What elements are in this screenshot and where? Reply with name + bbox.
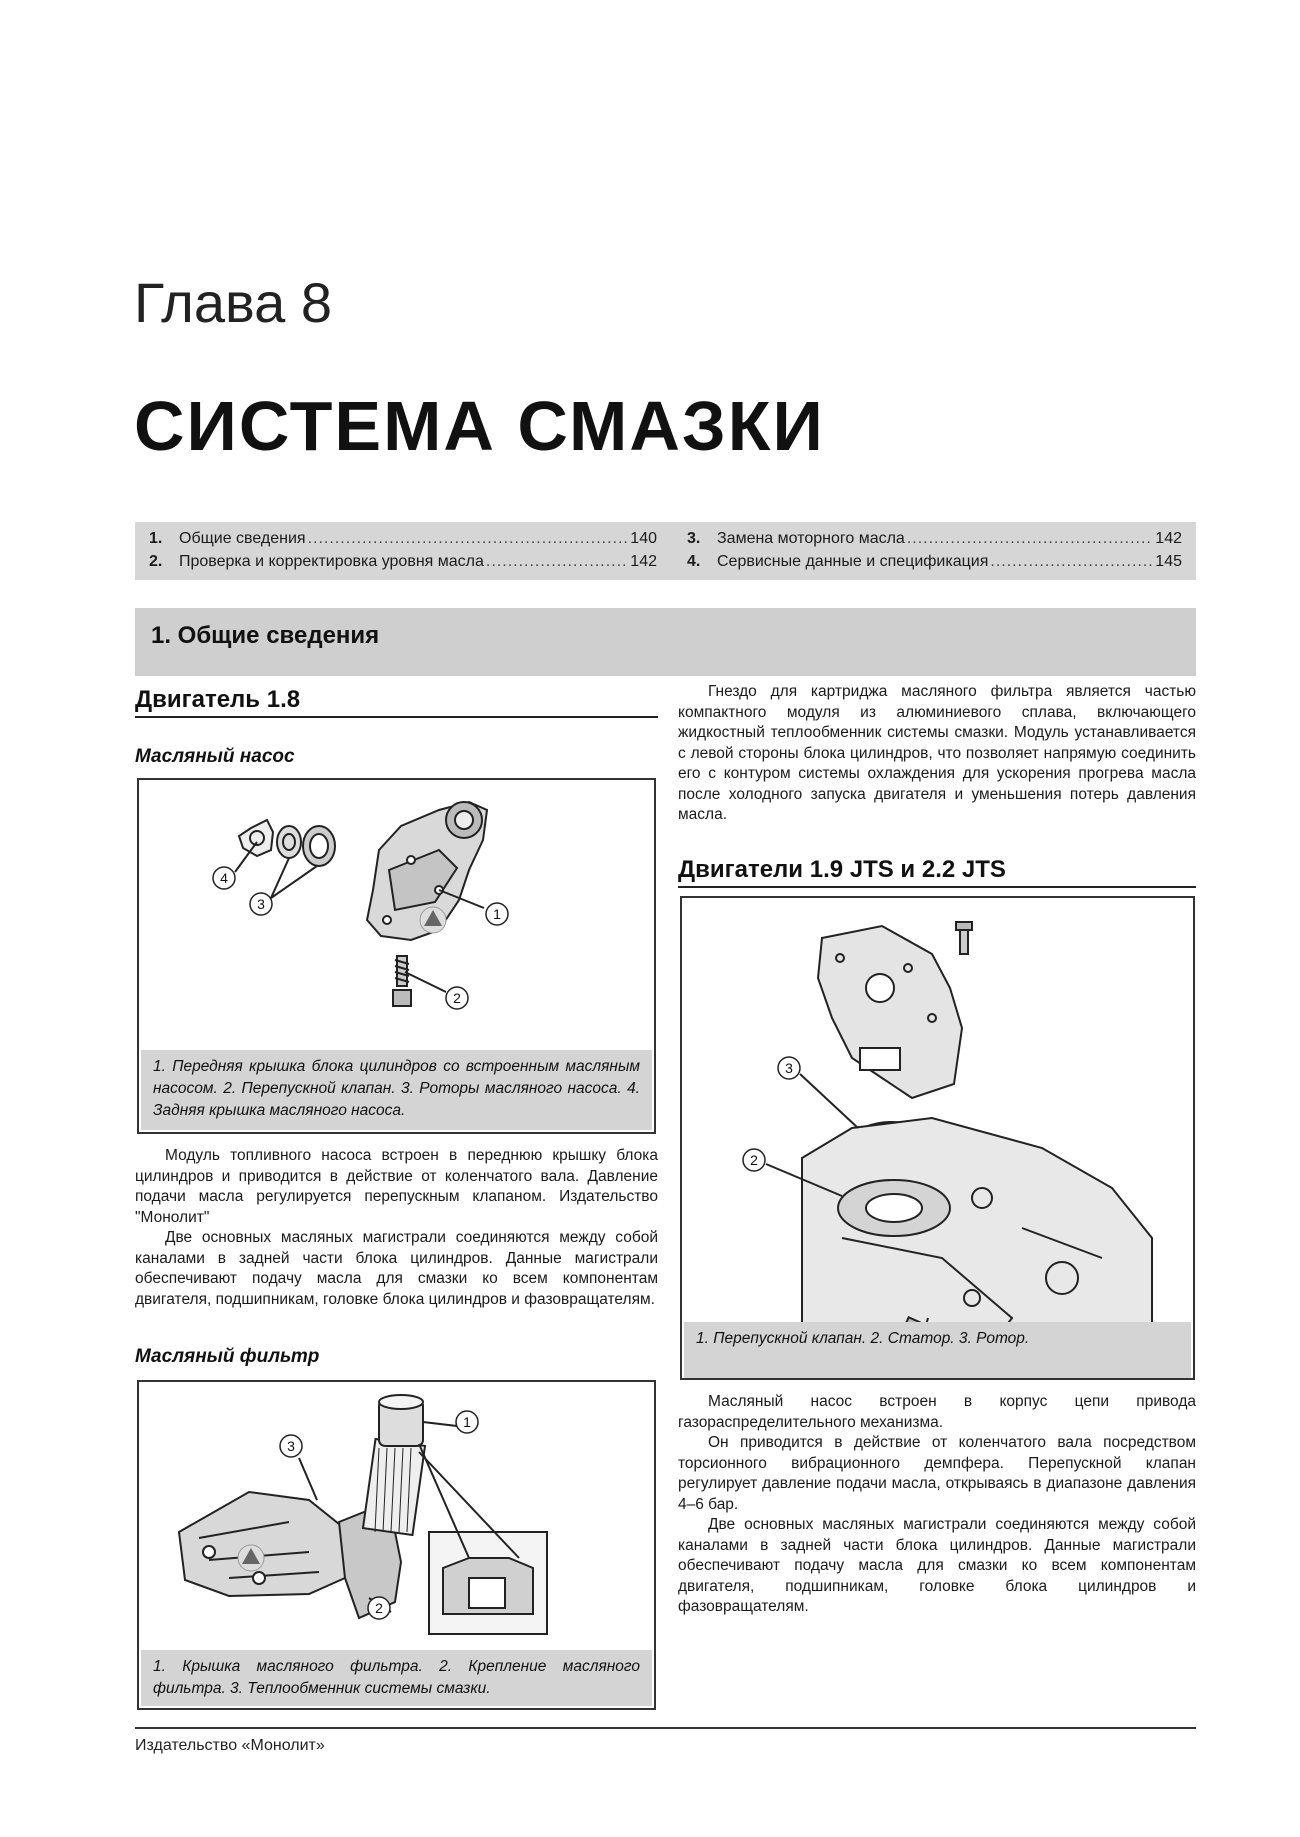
callout-3-label: 3 (257, 896, 265, 912)
engine-1-8-heading: Двигатель 1.8 (135, 686, 301, 713)
oil-filter-caption: 1. Крышка масляного фильтра. 2. Крепление масляного фильтра. 3. Теплообменник системы смазки. (141, 1650, 652, 1706)
toc-item[interactable]: 2. Проверка и корректировка уровня масла ..... 142 (149, 553, 657, 571)
heading-rule (135, 716, 658, 718)
paragraph: Гнездо для картриджа масляного фильтра является частью компактного модуля из алюминиевого сплава, включающего жидкостный теплообменник системы смазки. Модуль устанавливается с левой стороны блока цилиндров, что позволяет напрямую соединить его с контуром системы охлаждения для ускорения прогрева масла после холодного запуска двигателя и уменьшения потерь давления масла. (678, 683, 1196, 823)
chain-cover-part (818, 926, 962, 1098)
publisher-watermark (420, 907, 446, 933)
callout-4-label: 4 (220, 870, 228, 886)
oil-pump-caption: 1. Передняя крышка блока цилиндров со встроенным масляным насосом. 2. Перепускной клапан. 3. Роторы масляного насоса. 4. Задняя крышка масляного насоса. (141, 1050, 652, 1130)
jts-pump-drawing (682, 898, 1193, 1378)
chapter-title: СИСТЕМА СМАЗКИ (134, 387, 825, 465)
callout-3-label: 3 (785, 1060, 793, 1076)
callout-2-label: 2 (453, 990, 461, 1006)
oil-pump-figure (137, 778, 656, 1134)
paragraph: Две основных масляных магистрали соединяются между собой каналами в задней части блока цилиндров. Данные магистрали обеспечивают подачу масла для смазки ко всем компонентам двигателя, подшипникам, головке блока цилиндров и фазовращателям. (678, 1516, 1196, 1615)
callout-1-label: 1 (463, 1414, 471, 1430)
jts-pump-figure (680, 896, 1195, 1380)
publisher-watermark (238, 1545, 264, 1571)
paragraph: Модуль топливного насоса встроен в переднюю крышку блока цилиндров и приводится в действие от коленчатого вала. Давление подачи масла регулируется перепускным клапаном. Издательство "Монолит" (135, 1147, 658, 1226)
toc-item[interactable]: 1. Общие сведения ..... 140 (149, 530, 657, 548)
footer-rule (135, 1727, 1196, 1729)
paragraph: Он приводится в действие от коленчатого вала посредством торсионного вибрационного демпфера. Перепускной клапан регулирует давление подачи масла, открываясь в диапазоне давления 4–6 бар. (678, 1434, 1196, 1513)
right-intro-text (678, 682, 1196, 826)
heading-rule (678, 886, 1196, 888)
inner-rotor-part (277, 826, 301, 858)
callout-3-label: 3 (287, 1438, 295, 1454)
paragraph: Масляный насос встроен в корпус цепи привода газораспределительного механизма. (678, 1393, 1196, 1431)
bolt-part (960, 928, 968, 954)
oil-filter-figure (137, 1380, 656, 1710)
right-body-text (678, 1392, 1196, 1618)
oil-pump-heading: Масляный насос (135, 746, 295, 767)
callout-1-label: 1 (493, 906, 501, 922)
callout-2-label: 2 (375, 1600, 383, 1616)
jts-pump-caption: 1. Перепускной клапан. 2. Статор. 3. Ротор. (684, 1322, 1191, 1378)
footer-publisher: Издательство «Монолит» (135, 1737, 325, 1754)
filter-cartridge-part (363, 1439, 425, 1535)
paragraph: Две основных масляных магистрали соединяются между собой каналами в задней части блока цилиндров. Данные магистрали обеспечивают подачу масла для смазки ко всем компонентам двигателя, подшипникам, головке блока цилиндров и фазовращателям. (135, 1229, 658, 1308)
toc-item[interactable]: 4. Сервисные данные и спецификация ..... 145 (687, 553, 1182, 571)
engine-jts-heading: Двигатели 1.9 JTS и 2.2 JTS (678, 856, 1006, 883)
oil-filter-heading: Масляный фильтр (135, 1346, 320, 1367)
table-of-contents (135, 522, 1196, 580)
toc-item[interactable]: 3. Замена моторного масла ..... 142 (687, 530, 1182, 548)
callout-2-label: 2 (750, 1152, 758, 1168)
section-title: 1. Общие сведения (151, 622, 380, 649)
rear-cover-part (239, 820, 273, 856)
chapter-label: Глава 8 (134, 271, 332, 334)
section-header (135, 608, 1196, 676)
left-body-text (135, 1146, 658, 1310)
